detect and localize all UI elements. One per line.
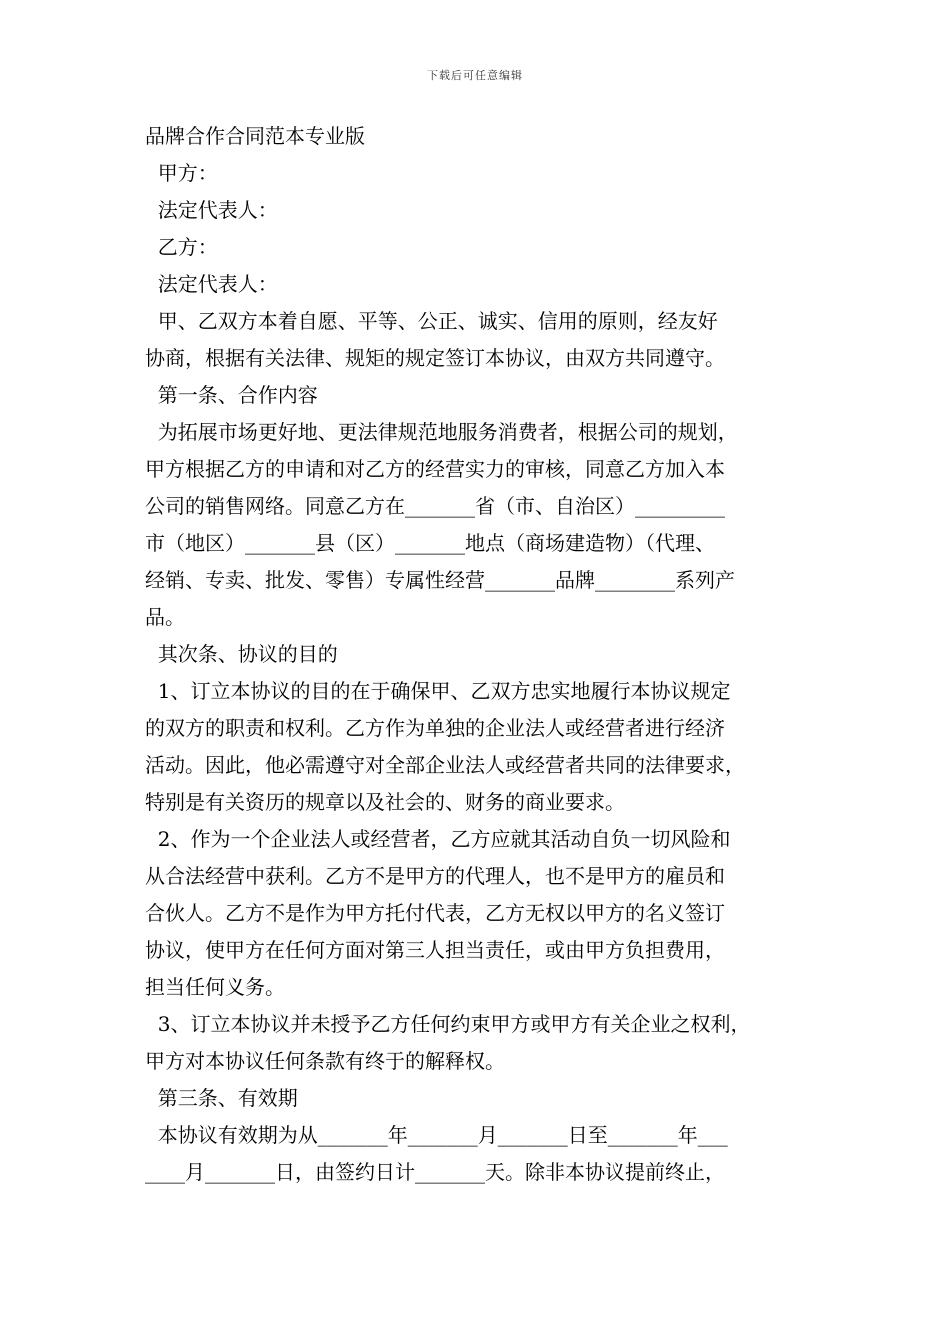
article-2-clause-1-line: 特别是有关资历的规章以及社会的、财务的商业要求。 <box>145 790 625 814</box>
party-b-line: 乙方： <box>145 235 218 259</box>
article-1-text-line: 品。 <box>145 605 185 629</box>
preamble-line: 甲、乙双方本着自愿、平等、公正、诚实、信用的原则，经友好 <box>145 309 718 333</box>
article-2-clause-1-line: 活动。因此，他必需遵守对全部企业法人或经营者共同的法律要求， <box>145 753 745 777</box>
article-1-heading: 第一条、合作内容 <box>145 383 318 407</box>
article-2-clause-2-line: 合伙人。乙方不是作为甲方托付代表，乙方无权以甲方的名义签订 <box>145 901 725 925</box>
page-header-note: 下载后可任意编辑 <box>427 69 523 82</box>
party-b-representative-line: 法定代表人： <box>145 272 278 296</box>
article-2-heading: 其次条、协议的目的 <box>145 642 338 666</box>
article-3-text-line: ____月_______日，由签约日计_______天。除非本协议提前终止， <box>145 1160 725 1184</box>
article-2-clause-3-line: 3、订立本协议并未授予乙方任何约束甲方或甲方有关企业之权利， <box>145 1012 751 1036</box>
article-1-text-line: 甲方根据乙方的申请和对乙方的经营实力的审核，同意乙方加入本 <box>145 457 725 481</box>
party-a-line: 甲方： <box>145 161 218 185</box>
party-a-representative-line: 法定代表人： <box>145 198 278 222</box>
article-1-text-line: 市（地区）_______县（区）_______地点（商场建造物）（代理、 <box>145 531 715 555</box>
article-2-clause-2-line: 担当任何义务。 <box>145 975 285 999</box>
preamble-line: 协商，根据有关法律、规矩的规定签订本协议，由双方共同遵守。 <box>145 346 725 370</box>
article-1-text-line: 经销、专卖、批发、零售）专属性经营_______品牌________系列产 <box>145 568 735 592</box>
article-2-clause-1-line: 1、订立本协议的目的在于确保甲、乙双方忠实地履行本协议规定 <box>145 679 731 703</box>
article-1-text-line: 公司的销售网络。同意乙方在_______省（市、自治区）_________ <box>145 494 725 518</box>
contract-body <box>145 118 809 1191</box>
article-3-heading: 第三条、有效期 <box>145 1086 298 1110</box>
article-2-clause-3-line: 甲方对本协议任何条款有终于的解释权。 <box>145 1049 505 1073</box>
article-3-text-line: 本协议有效期为从_______年_______月_______日至_______年___ <box>145 1123 728 1147</box>
article-1-text-line: 为拓展市场更好地、更法律规范地服务消费者，根据公司的规划， <box>145 420 738 444</box>
document-title: 品牌合作合同范本专业版 <box>145 124 365 148</box>
article-2-clause-2-line: 协议，使甲方在任何方面对第三人担当责任，或由甲方负担费用， <box>145 938 725 962</box>
article-2-clause-2-line: 2、作为一个企业法人或经营者，乙方应就其活动自负一切风险和 <box>145 827 731 851</box>
article-2-clause-2-line: 从合法经营中获利。乙方不是甲方的代理人，也不是甲方的雇员和 <box>145 864 725 888</box>
article-2-clause-1-line: 的双方的职责和权利。乙方作为单独的企业法人或经营者进行经济 <box>145 716 725 740</box>
